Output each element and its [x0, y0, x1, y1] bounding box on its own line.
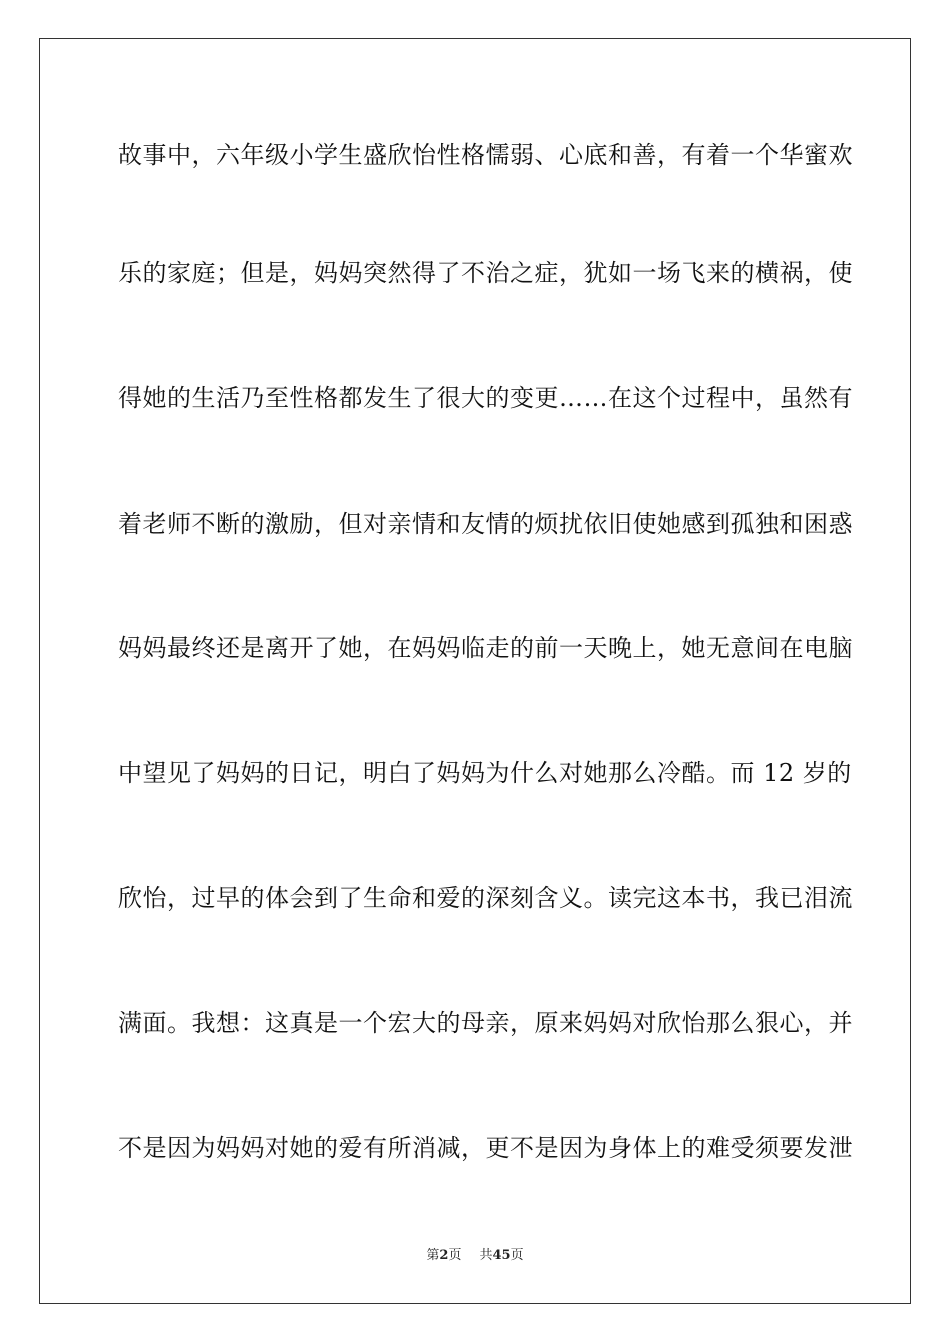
- paragraph-line-4: 着老师不断的激励，但对亲情和友情的烦扰依旧使她感到孤独和困惑: [118, 510, 853, 538]
- total-label-prefix: 共: [479, 1248, 493, 1263]
- page-border: [39, 38, 911, 1304]
- page-footer: [0, 1247, 950, 1265]
- paragraph-line-1: 故事中，六年级小学生盛欣怡性格懦弱、心底和善，有着一个华蜜欢: [118, 141, 853, 169]
- page-number: 2: [439, 1248, 449, 1263]
- paragraph-line-7: 欣怡，过早的体会到了生命和爱的深刻含义。读完这本书，我已泪流: [118, 884, 853, 912]
- paragraph-line-9: 不是因为妈妈对她的爱有所消减，更不是因为身体上的难受须要发泄: [118, 1134, 853, 1162]
- total-pages: 45: [492, 1248, 511, 1263]
- page-label-prefix: 第: [426, 1248, 440, 1263]
- paragraph-line-8: 满面。我想：这真是一个宏大的母亲，原来妈妈对欣怡那么狠心，并: [118, 1009, 853, 1037]
- paragraph-line-6: 中望见了妈妈的日记，明白了妈妈为什么对她那么冷酷。而 12 岁的: [118, 759, 852, 787]
- total-label-suffix: 页: [510, 1248, 524, 1263]
- paragraph-line-5: 妈妈最终还是离开了她，在妈妈临走的前一天晚上，她无意间在电脑: [118, 634, 853, 662]
- paragraph-line-2: 乐的家庭；但是，妈妈突然得了不治之症，犹如一场飞来的横祸，使: [118, 259, 853, 287]
- paragraph-line-3: 得她的生活乃至性格都发生了很大的变更……在这个过程中，虽然有: [118, 384, 853, 412]
- page-label-suffix: 页: [448, 1248, 462, 1263]
